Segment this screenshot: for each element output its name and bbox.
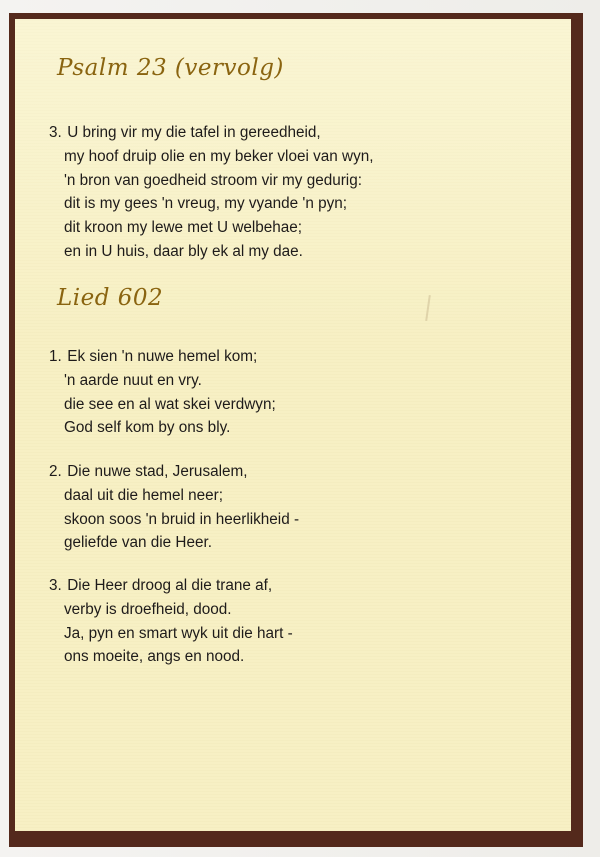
verse-line-text: Die nuwe stad, Jerusalem, bbox=[67, 463, 248, 480]
verse-lied-602-2 bbox=[49, 460, 299, 555]
verse-line: geliefde van die Heer. bbox=[64, 534, 212, 552]
verse-line bbox=[49, 460, 299, 484]
verse-line: dit is my gees 'n vreug, my vyande 'n pyn; bbox=[64, 195, 348, 213]
verse-line: God self kom by ons bly. bbox=[64, 419, 231, 437]
verse-line: verby is droefheid, dood. bbox=[64, 600, 232, 618]
verse-line-text: U bring vir my die tafel in gereedheid, bbox=[67, 124, 321, 141]
verse-line: daal uit die hemel neer; bbox=[64, 486, 224, 504]
verse-psalm-23-3 bbox=[49, 121, 374, 264]
verse-line-text: Die Heer droog al die trane af, bbox=[67, 577, 273, 594]
verse-line bbox=[49, 121, 374, 145]
verse-line bbox=[49, 574, 293, 598]
verse-number: 3. bbox=[49, 124, 62, 141]
verse-lied-602-3 bbox=[49, 574, 293, 669]
verse-number: 3. bbox=[49, 577, 62, 594]
verse-line bbox=[49, 345, 276, 369]
verse-lied-602-1 bbox=[49, 345, 276, 440]
verse-line: die see en al wat skei verdwyn; bbox=[64, 395, 276, 413]
section-title-psalm-23: Psalm 23 (vervolg) bbox=[57, 55, 284, 81]
verse-line: dit kroon my lewe met U welbehae; bbox=[64, 219, 303, 237]
verse-line: my hoof druip olie en my beker vloei van wyn, bbox=[64, 147, 374, 165]
verse-line: Ja, pyn en smart wyk uit die hart - bbox=[64, 624, 293, 642]
verse-line: skoon soos 'n bruid in heerlikheid - bbox=[64, 510, 300, 528]
section-title-lied-602: Lied 602 bbox=[57, 285, 164, 311]
verse-line-text: Ek sien 'n nuwe hemel kom; bbox=[67, 348, 258, 365]
verse-number: 1. bbox=[49, 348, 62, 365]
verse-line: 'n bron van goedheid stroom vir my gedurig: bbox=[64, 171, 362, 189]
verse-number: 2. bbox=[49, 463, 62, 480]
verse-line: 'n aarde nuut en vry. bbox=[64, 371, 202, 389]
verse-line: en in U huis, daar bly ek al my dae. bbox=[64, 242, 303, 260]
verse-line: ons moeite, angs en nood. bbox=[64, 648, 245, 666]
